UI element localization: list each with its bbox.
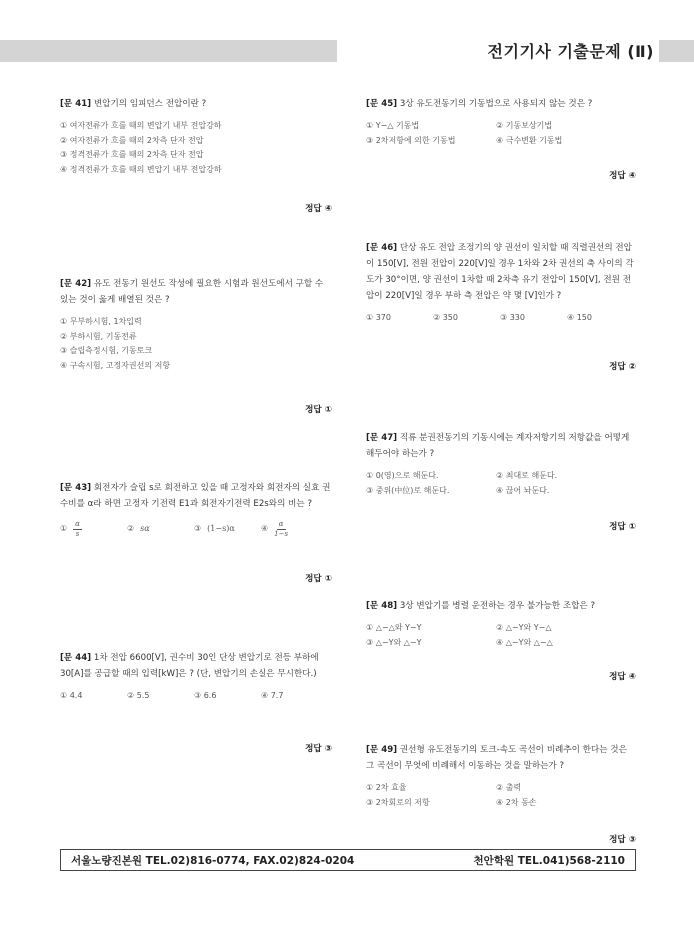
option-4: ④ 끊어 놔둔다. <box>496 485 550 495</box>
option-4: ④ 2차 동손 <box>496 797 537 807</box>
question-number: [문 47] <box>366 433 398 443</box>
option-3: ③ 정격전류가 흐를 때의 2차측 단자 전압 <box>60 150 204 159</box>
answer-value: ④ <box>628 171 636 181</box>
option-3: ③ 6.6 <box>194 691 217 700</box>
footer-right-contact: 천안학원 TEL.041)568-2110 <box>473 854 625 867</box>
options-list <box>366 781 636 810</box>
question-45 <box>366 96 636 148</box>
answer-label: 정답 <box>305 405 322 415</box>
option-3: ③ 330 <box>500 313 525 322</box>
question-number: [문 44] <box>60 653 92 663</box>
answer-label: 정답 <box>305 744 322 754</box>
question-41 <box>60 96 332 177</box>
question-number: [문 43] <box>60 483 92 493</box>
question-number: [문 41] <box>60 99 92 109</box>
option-2: ② sα <box>127 524 150 534</box>
answer-value: ③ <box>324 744 332 754</box>
option-3: ③ 2차회로의 저항 <box>366 797 430 807</box>
question-46 <box>366 240 636 326</box>
answer-48 <box>609 670 636 682</box>
options-list <box>366 119 636 148</box>
option-2: ② 출력 <box>496 783 522 792</box>
option-1: ① 무부하시험, 1차입력 <box>60 317 142 326</box>
question-44 <box>60 650 332 704</box>
option-1: ① 0(영)으로 해둔다. <box>366 471 439 480</box>
answer-value: ① <box>628 522 636 532</box>
option-1: ① Y−△ 기동법 <box>366 121 420 130</box>
options-list <box>60 119 332 177</box>
option-2: ② △−Y와 Y−△ <box>496 623 552 632</box>
question-number: [문 46] <box>366 243 398 253</box>
question-text: 유도 전동기 원선도 작성에 필요한 시험과 원선도에서 구할 수 있는 것이 옳게 배열된 것은 ? <box>60 279 324 305</box>
options-list <box>366 469 636 498</box>
option-2: ② 부하시험, 기동전류 <box>60 331 137 341</box>
answer-label: 정답 <box>609 835 626 845</box>
option-1: ① 370 <box>366 313 391 322</box>
option-2: ② 350 <box>433 313 458 322</box>
options-list <box>366 311 636 326</box>
question-text: 단상 유도 전압 조정기의 양 권선이 일치할 때 직렬권선의 전압이 150[V], 전원 전압이 220[V]일 경우 1차와 2차 권선의 축 사이의 각도가 30°이면, 양 권선이 1차할 때 2차측 유기 전압이 150[V], 전원 전압이 220[V]일 경우 부하 측 전압은 약 몇 [V]인가 ? <box>366 243 634 301</box>
question-number: [문 42] <box>60 279 92 289</box>
header-bar-right <box>659 40 694 62</box>
option-4: ④ $\frac{\alpha}{1-s}$ <box>261 520 289 538</box>
options-list <box>60 520 332 539</box>
answer-label: 정답 <box>609 362 626 372</box>
option-4: ④ 7.7 <box>261 691 284 700</box>
question-text: 변압기의 임피던스 전압이란 ? <box>93 99 207 109</box>
question-text: 회전자가 슬립 s로 회전하고 있을 때 고정자와 회전자의 실효 권수비를 α라 하면 고정자 기전력 E1과 회전자기전력 E2s와의 비는 ? <box>60 483 331 509</box>
answer-42 <box>305 403 332 415</box>
option-2: ② 최대로 해둔다. <box>496 471 558 480</box>
answer-44 <box>305 742 332 754</box>
answer-label: 정답 <box>305 204 322 214</box>
question-text: 권선형 유도전동기의 토크-속도 곡선이 비례추이 한다는 것은 그 곡선이 무엇에 비례해서 이동하는 것을 말하는가 ? <box>366 745 627 771</box>
options-list <box>60 689 332 704</box>
answer-value: ① <box>324 405 332 415</box>
answer-label: 정답 <box>305 574 322 584</box>
answer-value: ④ <box>324 204 332 214</box>
question-text: 3상 변압기를 병렬 운전하는 경우 불가능한 조합은 ? <box>399 601 596 611</box>
answer-value: ③ <box>628 835 636 845</box>
answer-label: 정답 <box>609 171 626 181</box>
answer-label: 정답 <box>609 672 626 682</box>
option-2: ② 기동보상기법 <box>496 121 553 130</box>
question-number: [문 45] <box>366 99 398 109</box>
header-bar-left <box>0 40 337 62</box>
option-4: ④ 150 <box>567 313 592 322</box>
option-3: ③ 2차저항에 의한 기동법 <box>366 135 456 145</box>
fraction: $\frac{\alpha}{1-s}$ <box>274 520 289 538</box>
option-1: ① △−△와 Y−Y <box>366 623 422 632</box>
option-1: ① 4.4 <box>60 691 83 700</box>
option-3: ③ △−Y와 △−Y <box>366 637 422 647</box>
answer-43 <box>305 572 332 584</box>
options-list <box>366 621 636 650</box>
option-1: ① 여자전류가 흐를 때의 변압기 내부 전압강하 <box>60 121 222 130</box>
question-43 <box>60 480 332 539</box>
answer-value: ② <box>628 362 636 372</box>
footer-contact-box <box>60 849 636 871</box>
option-2: ② 여자전류가 흐를 때의 2차측 단자 전압 <box>60 135 204 145</box>
option-3: ③ (1−s)α <box>194 524 235 534</box>
footer-left-contact: 서울노량진본원 TEL.02)816-0774, FAX.02)824-0204 <box>71 854 355 867</box>
option-4: ④ 구속시험, 고정자권선의 저항 <box>60 360 171 370</box>
answer-45 <box>609 169 636 181</box>
option-3: ③ 슬립측정시험, 기동토크 <box>60 346 153 355</box>
answer-value: ① <box>324 574 332 584</box>
option-1: ① $\frac{\alpha}{s}$ <box>60 520 80 538</box>
answer-46 <box>609 360 636 372</box>
question-48 <box>366 598 636 650</box>
question-text: 3상 유도전동기의 기동법으로 사용되지 않는 것은 ? <box>399 99 593 109</box>
option-4: ④ 정격전류가 흐를 때의 변압기 내부 전압강하 <box>60 164 222 174</box>
question-text: 직류 분권전동기의 기동시에는 계자저항기의 저항값을 어떻게 해두어야 하는가 ? <box>366 433 630 459</box>
fraction: $\frac{\alpha}{s}$ <box>75 520 80 538</box>
answer-47 <box>609 520 636 532</box>
answer-label: 정답 <box>609 522 626 532</box>
options-list <box>60 315 332 373</box>
answer-value: ④ <box>628 672 636 682</box>
answer-41 <box>305 202 332 214</box>
option-3: ③ 중위(中位)로 해둔다. <box>366 485 450 495</box>
question-47 <box>366 430 636 498</box>
option-4: ④ 극수변환 기동법 <box>496 135 563 145</box>
question-text: 1차 전압 6600[V], 권수비 30인 단상 변압기로 전등 부하에 30[A]를 공급할 때의 입력[kW]은 ? (단, 변압기의 손실은 무시한다.) <box>60 653 319 679</box>
question-number: [문 49] <box>366 745 398 755</box>
option-2: ② 5.5 <box>127 691 150 700</box>
page-title: 전기기사 기출문제 (Ⅱ) <box>487 42 654 61</box>
option-1: ① 2차 효율 <box>366 783 407 792</box>
answer-49 <box>609 833 636 845</box>
question-49 <box>366 742 636 810</box>
question-42 <box>60 276 332 373</box>
question-number: [문 48] <box>366 601 398 611</box>
option-4: ④ △−Y와 △−△ <box>496 637 553 647</box>
